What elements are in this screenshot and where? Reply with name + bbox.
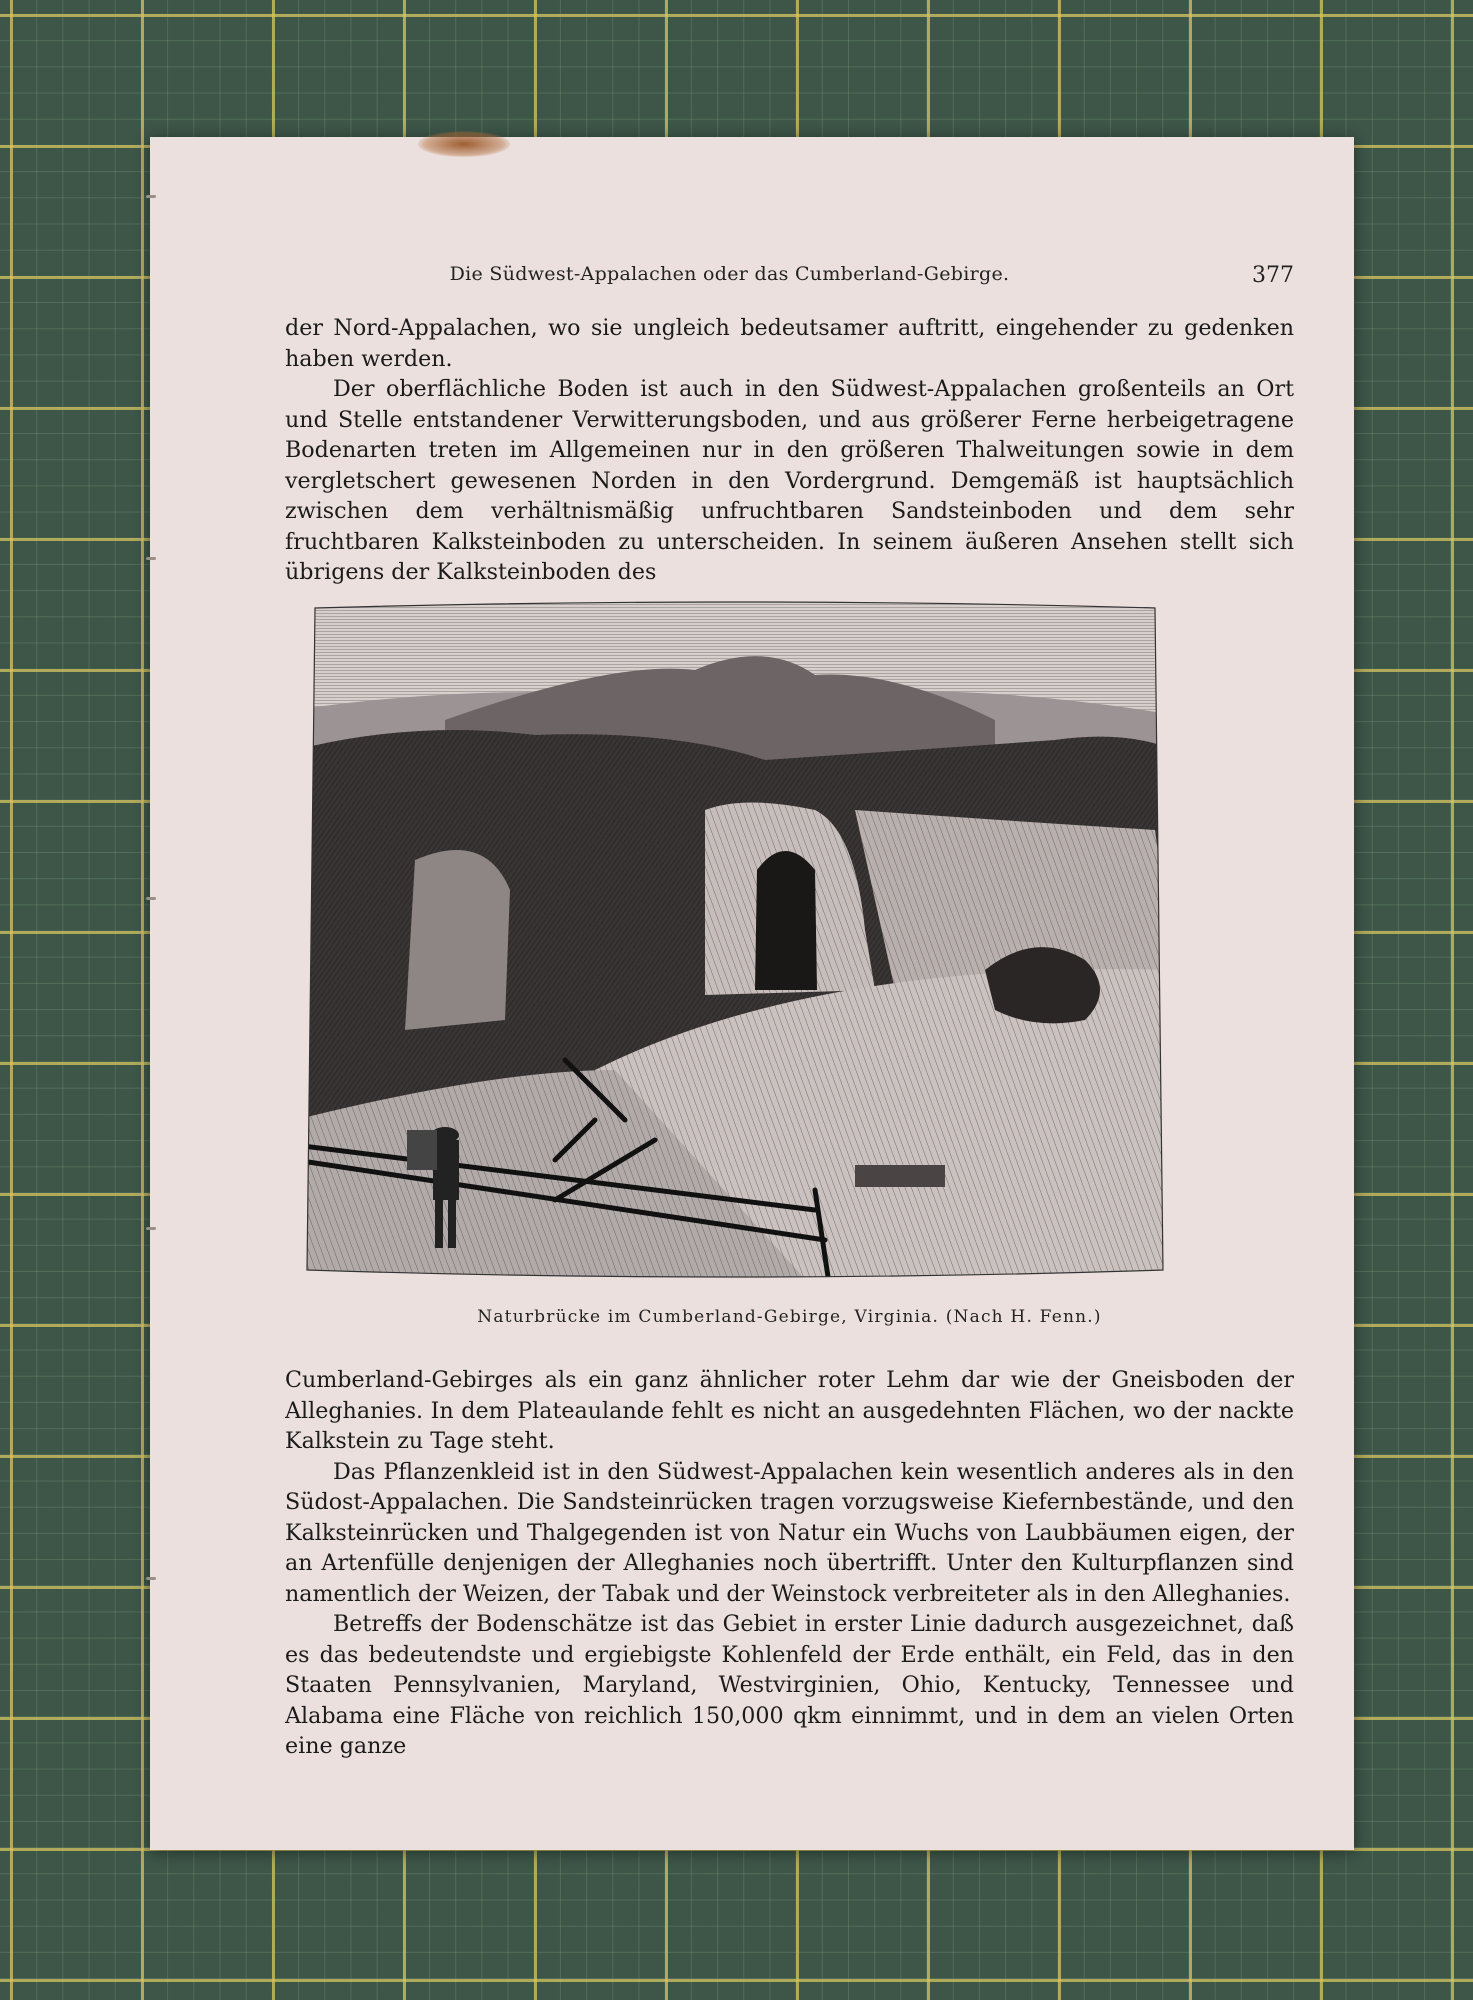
- engraving-illustration: [295, 600, 1175, 1290]
- running-title: Die Südwest-Appalachen oder das Cumberland-Gebirge.: [449, 263, 1010, 285]
- binding-stitch: [146, 897, 156, 900]
- page-number: 377: [1252, 263, 1294, 288]
- paragraph: Cumberland-Gebirges als ein ganz ähnlicher roter Lehm dar wie der Gneisboden der Alleghanies. In dem Plateaulande fehlt es nicht an ausgedehnten Flächen, wo der nackte Kalkstein zu Tage steht.: [285, 1367, 1294, 1454]
- text-block-bottom: [285, 1365, 1294, 1762]
- paragraph: Das Pflanzenkleid ist in den Südwest-Appalachen kein wesentlich anderes als in den Südost-Appalachen. Die Sandsteinrücken tragen vorzugsweise Kiefernbestände, und den Kalksteinrücken und Thalgegenden ist von Natur ein Wuchs von Laubbäumen eigen, der an Artenfülle denjenigen der Alleghanies noch übertrifft. Unter den Kulturpflanzen sind namentlich der Weizen, der Tabak und der Weinstock verbreiteter als in den Alleghanies.: [285, 1458, 1294, 1607]
- paragraph: Der oberflächliche Boden ist auch in den Südwest-Appalachen großenteils an Ort und Stelle entstandener Verwitterungsboden, und aus größerer Ferne herbeigetragene Bodenarten treten im Allgemeinen nur in den größeren Thalweitungen sowie in dem vergletschert gewesenen Norden in den Vordergrund. Demgemäß ist hauptsächlich zwischen dem verhältnismäßig unfruchtbaren Sandsteinboden und dem sehr fruchtbaren Kalksteinboden zu unterscheiden. In seinem äußeren Ansehen stellt sich übrigens der Kalksteinboden des: [285, 376, 1294, 585]
- paragraph: der Nord-Appalachen, wo sie ungleich bedeutsamer auftritt, eingehender zu gedenken haben werden.: [285, 315, 1294, 372]
- binding-stitch: [146, 1577, 156, 1580]
- binding-stitch: [146, 557, 156, 560]
- book-page: [150, 137, 1354, 1850]
- paragraph: Betreffs der Bodenschätze ist das Gebiet in erster Linie dadurch ausgezeichnet, daß es das bedeutendste und ergiebigste Kohlenfeld der Erde enthält, ein Feld, das in den Staaten Pennsylvanien, Maryland, Westvirginien, Ohio, Kentucky, Tennessee und Alabama eine Fläche von reichlich 150,000 qkm einnimmt, und in dem an vielen Orten eine ganze: [285, 1611, 1294, 1759]
- running-header: [285, 263, 1294, 293]
- binding-stitch: [146, 195, 156, 198]
- figure-caption: Naturbrücke im Cumberland-Gebirge, Virginia. (Nach H. Fenn.): [477, 1307, 1102, 1327]
- binding-stitch: [146, 1227, 156, 1230]
- engraving-natural-bridge: [295, 600, 1175, 1290]
- text-block-top: [285, 313, 1294, 588]
- rust-stain: [418, 131, 510, 157]
